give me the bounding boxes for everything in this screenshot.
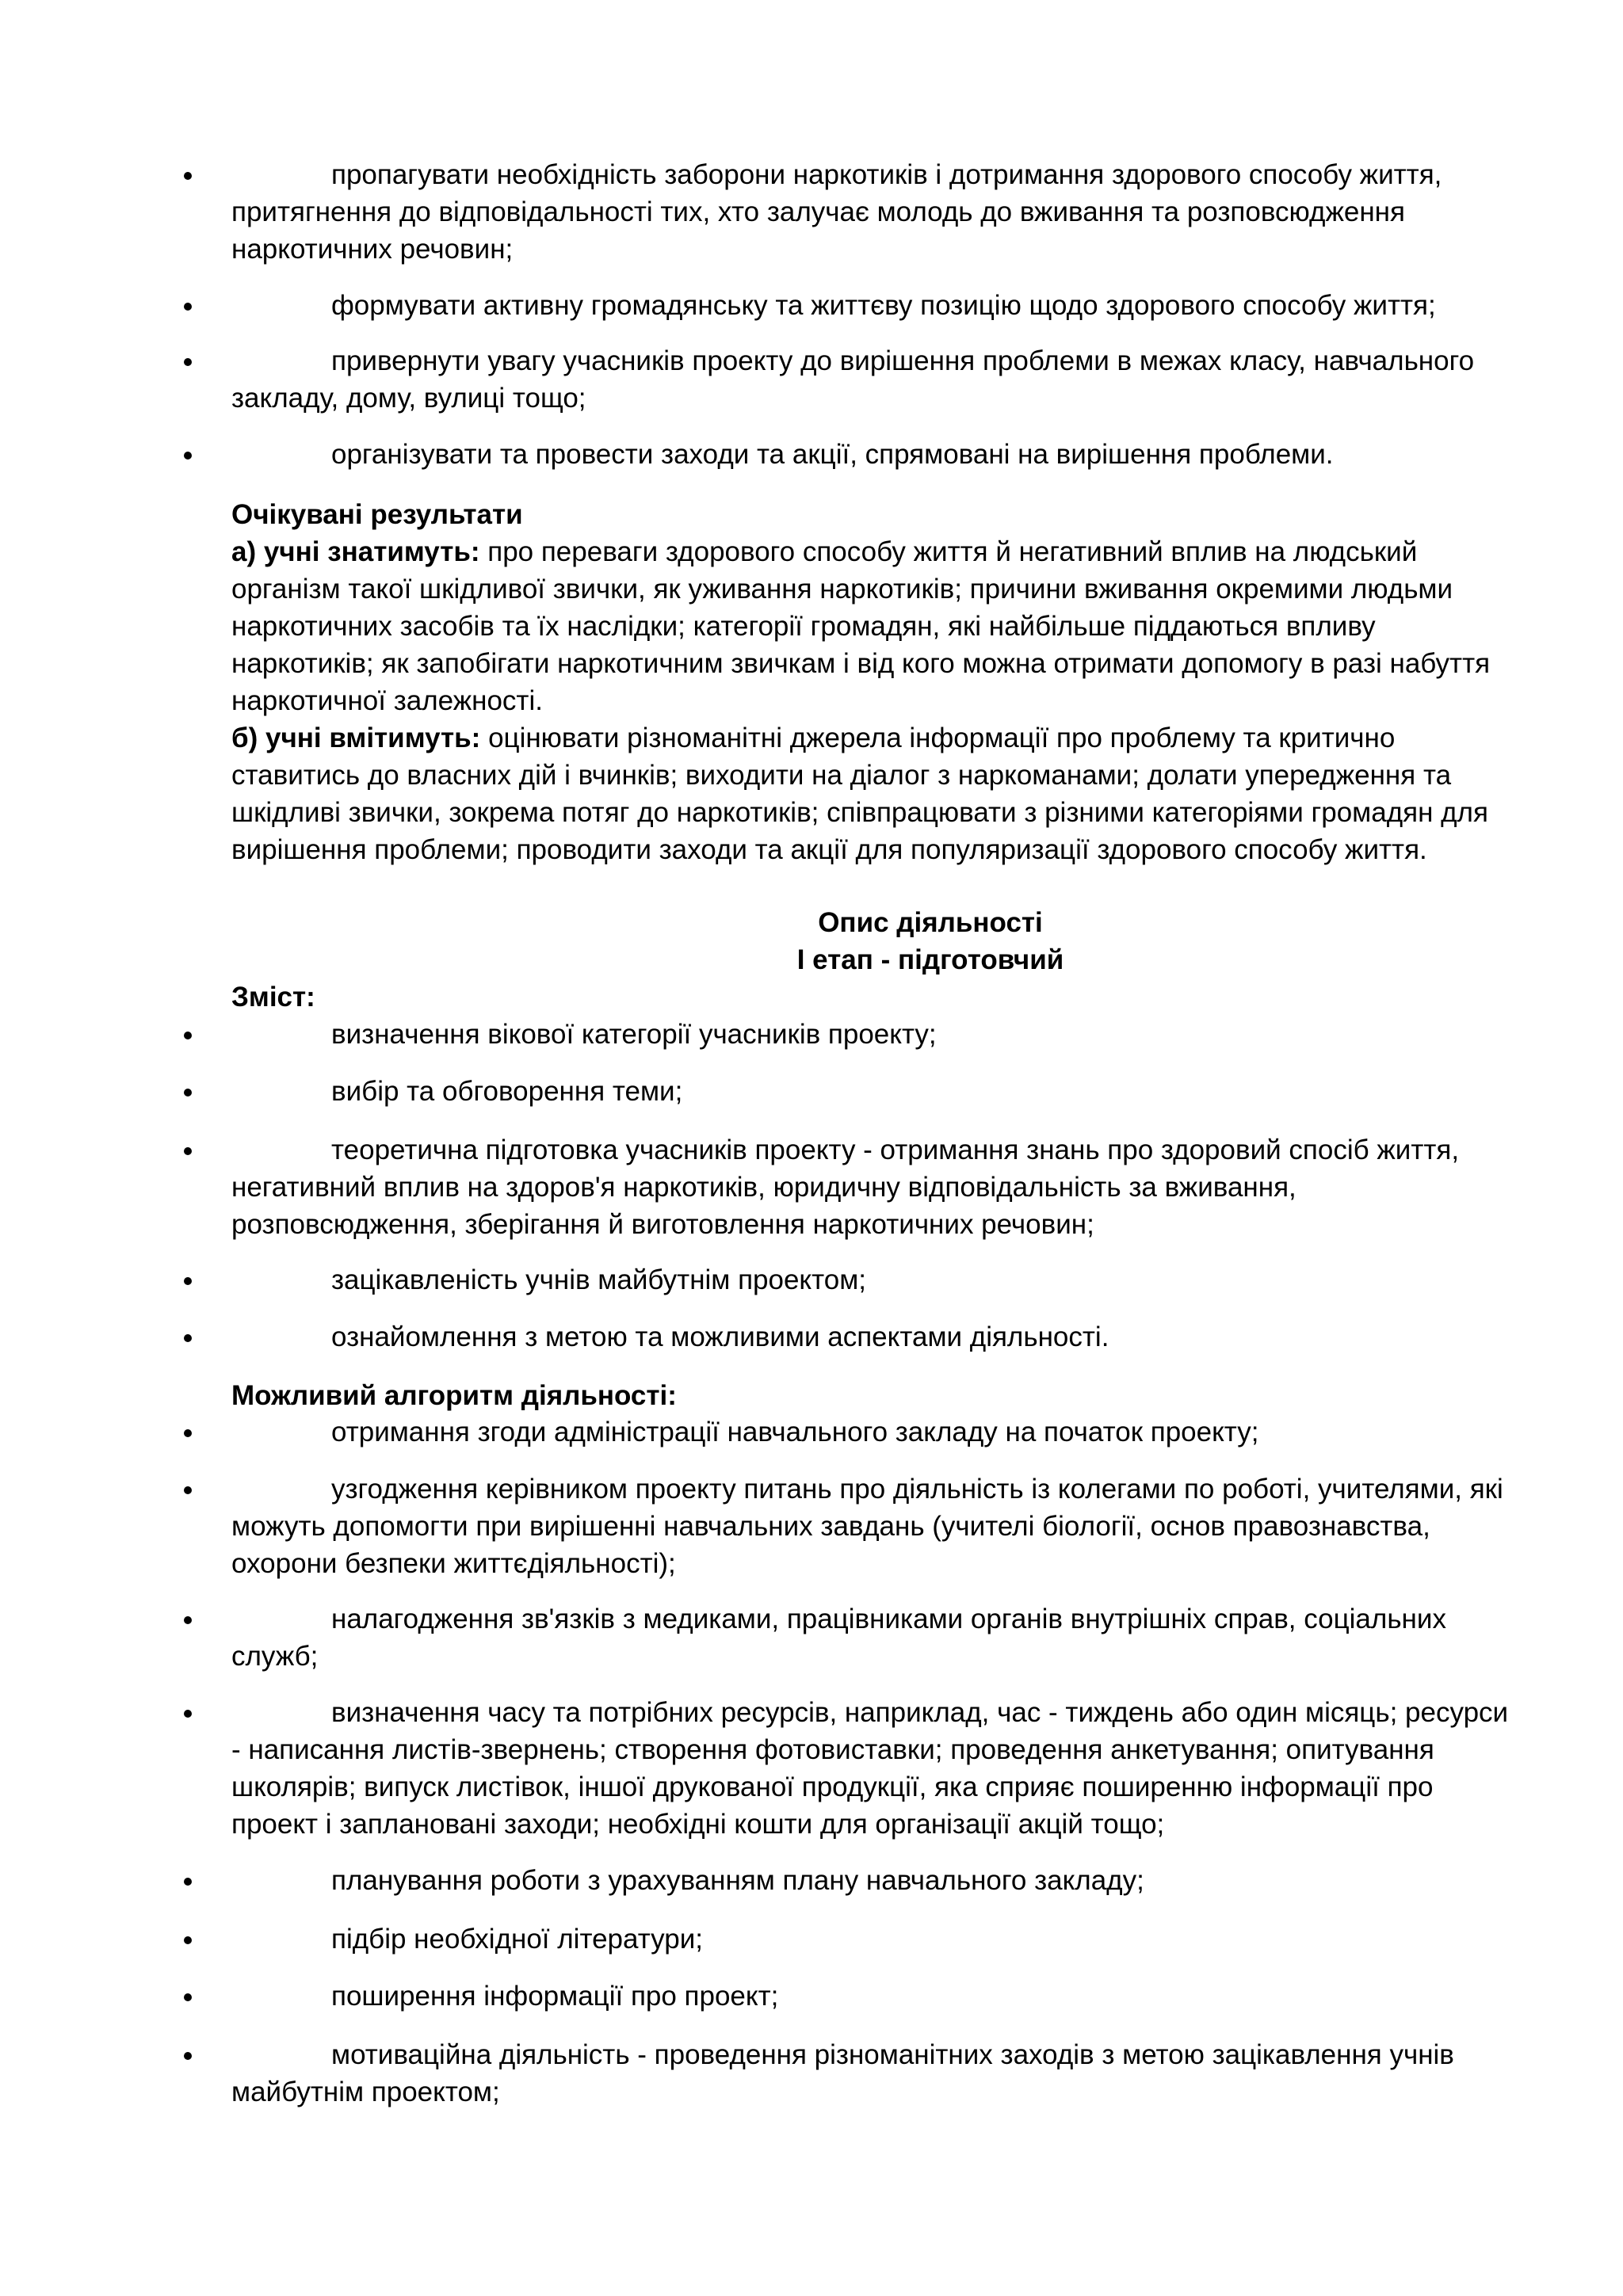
list-item bbox=[231, 1920, 1515, 1958]
list-item bbox=[231, 1073, 1515, 1110]
activity-title: Опис діяльності bbox=[818, 907, 1043, 938]
bullet-icon bbox=[184, 358, 192, 366]
list-item bbox=[231, 1016, 1515, 1053]
bullet-icon bbox=[184, 1936, 192, 1944]
bullet-icon bbox=[184, 1032, 192, 1039]
list-item-text: формувати активну громадянську та життєву позицію щодо здорового способу життя; bbox=[331, 290, 1436, 321]
list-item bbox=[231, 1694, 1515, 1843]
list-item-text: визначення часу та потрібних ресурсів, наприклад, час - тиждень або один місяць; ресурси - написання листів-звернень; створення фотовиставки; проведення анкетування; опитування школярів; випуск листівок, іншої друкованої продукції, яка сприяє поширенню інформації про проект і заплановані заходи; необхідні кошти для організації акцій тощо; bbox=[231, 1697, 1509, 1840]
list-item-text: визначення вікової категорії учасників проекту; bbox=[331, 1019, 937, 1050]
results-section bbox=[231, 496, 1515, 868]
list-item bbox=[231, 156, 1515, 268]
know-label: а) учні знатимуть: bbox=[231, 536, 480, 567]
list-item-text: поширення інформації про проект; bbox=[331, 1981, 779, 2012]
list-item-text: узгодження керівником проекту питань про діяльність із колегами по роботі, учителями, які можуть допомогти при вирішенні навчальних завдань (учителі біології, основ правознавства, охорони безпеки життєдіяльності); bbox=[231, 1474, 1503, 1579]
list-item bbox=[231, 1318, 1515, 1356]
list-item-text: підбір необхідної літератури; bbox=[331, 1924, 703, 1955]
know-text: про переваги здорового способу життя й негативний вплив на людський організм такої шкідливої звички, як уживання наркотиків; причини вживання окремими людьми наркотичних засобів та їх наслідки; категорії громадян, які найбільше піддаються впливу наркотиків; як запобігати наркотичним звичкам і від кого можна отримати допомогу в разі набуття наркотичної залежності. bbox=[231, 536, 1491, 716]
able-label: б) учні вмітимуть: bbox=[231, 723, 481, 753]
list-item bbox=[231, 2036, 1515, 2111]
bullet-icon bbox=[184, 172, 192, 180]
list-item-text: пропагувати необхідність заборони наркотиків і дотримання здорового способу життя, притягнення до відповідальності тих, хто залучає молодь до вживання та розповсюдження наркотичних речовин; bbox=[231, 159, 1442, 265]
list-item-text: ознайомлення з метою та можливими аспектами діяльності. bbox=[331, 1322, 1109, 1352]
able-text: оцінювати різноманітні джерела інформації про проблему та критично ставитись до власних дій і вчинків; виходити на діалог з наркоманами; долати упередження та шкідливі звички, зокрема потяг до наркотиків; співпрацювати з різними категоріями громадян для вирішення проблеми; проводити заходи та акції для популяризації здорового способу життя. bbox=[231, 723, 1488, 865]
bullet-icon bbox=[184, 1878, 192, 1886]
list-item bbox=[231, 1978, 1515, 2015]
list-item-text: отримання згоди адміністрації навчального закладу на початок проекту; bbox=[331, 1417, 1259, 1447]
bullet-icon bbox=[184, 1277, 192, 1285]
list-item-text: вибір та обговорення теми; bbox=[331, 1076, 683, 1107]
bullet-icon bbox=[184, 1429, 192, 1437]
bullet-icon bbox=[184, 1710, 192, 1718]
list-item-text: налагодження зв'язків з медиками, працівниками органів внутрішніх справ, соціальних служб; bbox=[231, 1604, 1446, 1672]
list-item bbox=[231, 342, 1515, 417]
list-item bbox=[231, 1600, 1515, 1675]
bullet-icon bbox=[184, 1147, 192, 1155]
list-item bbox=[231, 1261, 1515, 1299]
list-item-text: планування роботи з урахуванням плану навчального закладу; bbox=[331, 1865, 1144, 1896]
bullet-icon bbox=[184, 1334, 192, 1342]
content-heading: Зміст: bbox=[231, 982, 315, 1013]
results-able-paragraph bbox=[231, 719, 1515, 868]
bullet-icon bbox=[184, 452, 192, 460]
list-item bbox=[231, 1862, 1515, 1899]
list-item bbox=[231, 1470, 1515, 1582]
list-item-text: мотиваційна діяльність - проведення різноманітних заходів з метою зацікавлення учнів майбутнім проектом; bbox=[231, 2039, 1454, 2107]
algorithm-heading: Можливий алгоритм діяльності: bbox=[231, 1380, 677, 1411]
list-item-text: привернути увагу учасників проекту до вирішення проблеми в межах класу, навчального закладу, дому, вулиці тощо; bbox=[231, 345, 1475, 414]
list-item-text: організувати та провести заходи та акції, спрямовані на вирішення проблеми. bbox=[331, 439, 1334, 470]
list-item bbox=[231, 287, 1515, 324]
bullet-icon bbox=[184, 1993, 192, 2001]
bullet-icon bbox=[184, 1486, 192, 1494]
list-item-text: зацікавленість учнів майбутнім проектом; bbox=[331, 1264, 867, 1295]
list-item bbox=[231, 1131, 1515, 1243]
bullet-icon bbox=[184, 303, 192, 311]
results-heading: Очікувані результати bbox=[231, 499, 523, 530]
results-know-paragraph bbox=[231, 533, 1515, 719]
stage-title: І етап - підготовчий bbox=[796, 944, 1064, 975]
list-item-text: теоретична підготовка учасників проекту - отримання знань про здоровий спосіб життя, негативний вплив на здоров'я наркотиків, юридичну відповідальність за вживання, розповсюдження, зберігання й виготовлення наркотичних речовин; bbox=[231, 1135, 1460, 1240]
bullet-icon bbox=[184, 2052, 192, 2060]
bullet-icon bbox=[184, 1089, 192, 1097]
bullet-icon bbox=[184, 1616, 192, 1624]
list-item bbox=[231, 436, 1515, 473]
list-item bbox=[231, 1413, 1515, 1451]
